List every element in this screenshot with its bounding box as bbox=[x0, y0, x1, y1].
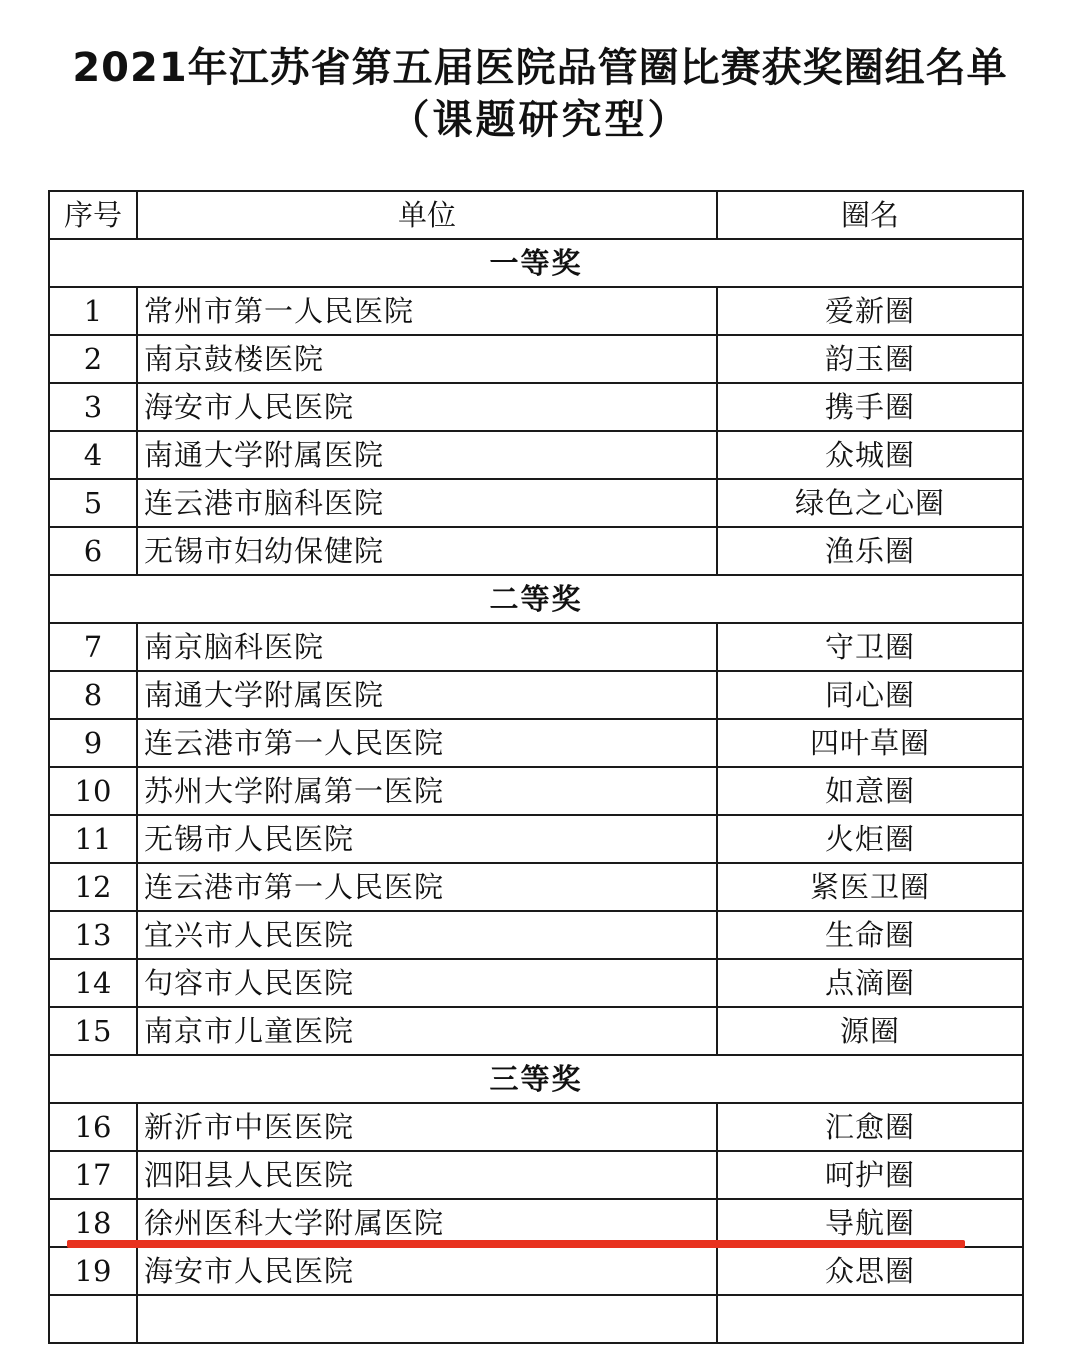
row-unit: 新沂市中医医院 bbox=[137, 1103, 717, 1151]
row-unit bbox=[137, 1295, 717, 1343]
row-unit: 苏州大学附属第一医院 bbox=[137, 767, 717, 815]
row-unit: 徐州医科大学附属医院 bbox=[137, 1199, 717, 1247]
table-row bbox=[49, 335, 1023, 383]
row-index: 4 bbox=[49, 431, 137, 479]
row-index: 12 bbox=[49, 863, 137, 911]
row-circle bbox=[717, 1295, 1023, 1343]
row-index: 7 bbox=[49, 623, 137, 671]
row-index: 13 bbox=[49, 911, 137, 959]
row-index: 19 bbox=[49, 1247, 137, 1295]
header-index: 序号 bbox=[49, 191, 137, 239]
row-unit: 南京鼓楼医院 bbox=[137, 335, 717, 383]
table-row bbox=[49, 1007, 1023, 1055]
row-circle: 点滴圈 bbox=[717, 959, 1023, 1007]
row-circle: 守卫圈 bbox=[717, 623, 1023, 671]
row-index: 15 bbox=[49, 1007, 137, 1055]
row-circle: 众城圈 bbox=[717, 431, 1023, 479]
table-row bbox=[49, 479, 1023, 527]
row-unit: 无锡市妇幼保健院 bbox=[137, 527, 717, 575]
row-unit: 南通大学附属医院 bbox=[137, 431, 717, 479]
table-row bbox=[49, 1247, 1023, 1295]
row-index: 5 bbox=[49, 479, 137, 527]
row-unit: 连云港市第一人民医院 bbox=[137, 863, 717, 911]
row-circle: 众思圈 bbox=[717, 1247, 1023, 1295]
table-row bbox=[49, 383, 1023, 431]
row-circle: 如意圈 bbox=[717, 767, 1023, 815]
table-header-row bbox=[49, 191, 1023, 239]
header-circle: 圈名 bbox=[717, 191, 1023, 239]
row-circle: 渔乐圈 bbox=[717, 527, 1023, 575]
document-title: 2021年江苏省第五届医院品管圈比赛获奖圈组名单 bbox=[72, 45, 1008, 91]
row-circle: 汇愈圈 bbox=[717, 1103, 1023, 1151]
table-row bbox=[49, 719, 1023, 767]
row-circle: 绿色之心圈 bbox=[717, 479, 1023, 527]
row-index: 9 bbox=[49, 719, 137, 767]
row-circle: 呵护圈 bbox=[717, 1151, 1023, 1199]
row-unit: 连云港市第一人民医院 bbox=[137, 719, 717, 767]
category-first-label: 一等奖 bbox=[49, 239, 1023, 287]
row-circle: 导航圈 bbox=[717, 1199, 1023, 1247]
category-row-second bbox=[49, 575, 1023, 623]
table-row bbox=[49, 287, 1023, 335]
row-unit: 常州市第一人民医院 bbox=[137, 287, 717, 335]
table-row bbox=[49, 431, 1023, 479]
row-circle: 韵玉圈 bbox=[717, 335, 1023, 383]
row-unit: 南京市儿童医院 bbox=[137, 1007, 717, 1055]
document-subtitle: （课题研究型） bbox=[389, 97, 691, 143]
row-circle: 火炬圈 bbox=[717, 815, 1023, 863]
row-unit: 南京脑科医院 bbox=[137, 623, 717, 671]
row-unit: 泗阳县人民医院 bbox=[137, 1151, 717, 1199]
row-circle: 四叶草圈 bbox=[717, 719, 1023, 767]
table-row bbox=[49, 815, 1023, 863]
table-row bbox=[49, 767, 1023, 815]
row-index: 1 bbox=[49, 287, 137, 335]
table-row bbox=[49, 863, 1023, 911]
table-row bbox=[49, 623, 1023, 671]
red-underline-highlight bbox=[67, 1240, 965, 1248]
table-row-cutoff bbox=[49, 1295, 1023, 1343]
row-index: 3 bbox=[49, 383, 137, 431]
row-index: 18 bbox=[49, 1199, 137, 1247]
row-unit: 宜兴市人民医院 bbox=[137, 911, 717, 959]
category-row-first bbox=[49, 239, 1023, 287]
row-unit: 无锡市人民医院 bbox=[137, 815, 717, 863]
table-row bbox=[49, 911, 1023, 959]
row-index: 14 bbox=[49, 959, 137, 1007]
row-index: 10 bbox=[49, 767, 137, 815]
award-table bbox=[48, 190, 1024, 1344]
category-row-third bbox=[49, 1055, 1023, 1103]
row-index: 6 bbox=[49, 527, 137, 575]
row-index: 11 bbox=[49, 815, 137, 863]
category-second-label: 二等奖 bbox=[49, 575, 1023, 623]
header-unit: 单位 bbox=[137, 191, 717, 239]
row-circle: 紧医卫圈 bbox=[717, 863, 1023, 911]
row-unit: 连云港市脑科医院 bbox=[137, 479, 717, 527]
row-index: 17 bbox=[49, 1151, 137, 1199]
row-unit: 句容市人民医院 bbox=[137, 959, 717, 1007]
row-unit: 海安市人民医院 bbox=[137, 383, 717, 431]
table-row bbox=[49, 1103, 1023, 1151]
table-row bbox=[49, 671, 1023, 719]
row-index: 8 bbox=[49, 671, 137, 719]
row-index bbox=[49, 1295, 137, 1343]
row-circle: 同心圈 bbox=[717, 671, 1023, 719]
row-circle: 携手圈 bbox=[717, 383, 1023, 431]
row-unit: 南通大学附属医院 bbox=[137, 671, 717, 719]
table-row bbox=[49, 527, 1023, 575]
row-index: 2 bbox=[49, 335, 137, 383]
row-unit: 海安市人民医院 bbox=[137, 1247, 717, 1295]
row-circle: 源圈 bbox=[717, 1007, 1023, 1055]
table-row-highlighted bbox=[49, 1151, 1023, 1199]
category-third-label: 三等奖 bbox=[49, 1055, 1023, 1103]
row-circle: 生命圈 bbox=[717, 911, 1023, 959]
row-circle: 爱新圈 bbox=[717, 287, 1023, 335]
row-index: 16 bbox=[49, 1103, 137, 1151]
table-row bbox=[49, 959, 1023, 1007]
